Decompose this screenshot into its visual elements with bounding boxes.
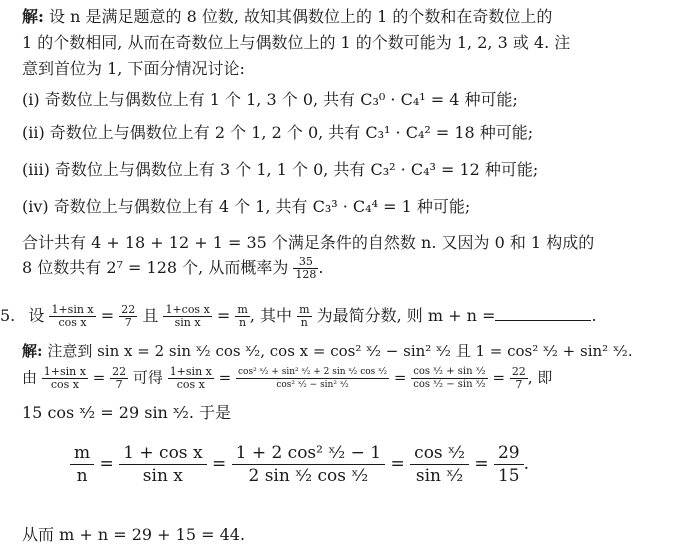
p5-t4: = — [216, 306, 231, 325]
p5-t3: 且 — [142, 306, 159, 325]
p5-t2: = — [100, 306, 115, 325]
probability-fraction — [293, 256, 318, 281]
s5-l2-e: = — [393, 368, 407, 387]
s5-frac4 — [236, 366, 389, 391]
case-iii: (iii) 奇数位上与偶数位上有 3 个 1, 1 个 0, 共有 C₃² · C₄³ = 12 种可能; — [22, 160, 539, 179]
s5-l2-c: 可得 — [132, 368, 163, 387]
s5-frac6 — [510, 366, 528, 391]
p5-t5: , 其中 — [249, 306, 292, 325]
p5-frac5-den: n — [300, 316, 308, 329]
solution5-text-1: 注意到 sin x = 2 sin ˣ⁄₂ cos ˣ⁄₂, cos x = cos² ˣ⁄₂ − sin² ˣ⁄₂ 且 1 = cos² ˣ⁄₂ + sin² ˣ⁄₂. — [47, 342, 633, 360]
p5-t1: 设 — [28, 306, 45, 325]
problem5-statement — [0, 304, 597, 329]
solution1-text-1: 设 n 是满足题意的 8 位数, 故知其偶数位上的 1 的个数和在奇数位上的 — [49, 7, 553, 26]
s5-frac4-num: cos² ˣ⁄₂ + sin² ˣ⁄₂ + 2 sin ˣ⁄₂ cos ˣ⁄₂ — [238, 367, 388, 377]
s5-l2-g: , 即 — [527, 368, 553, 387]
solution1-line2: 1 的个数相同, 从而在奇数位上与偶数位上的 1 的个数可能为 1, 2, 3 或 4. 注 — [22, 33, 571, 52]
eq-frac-m-n-num: m — [70, 442, 94, 465]
total-line1: 合计共有 4 + 18 + 12 + 1 = 35 个满足条件的自然数 n. 又因为 0 和 1 构成的 — [22, 233, 595, 252]
s5-frac4-den: cos² ˣ⁄₂ − sin² ˣ⁄₂ — [276, 380, 349, 390]
eq-frac-d-den: sin ˣ⁄₂ — [415, 466, 464, 486]
total-line2 — [22, 256, 324, 281]
p5-frac3-num: 1+cos x — [165, 303, 210, 316]
case-i: (i) 奇数位上与偶数位上有 1 个 1, 3 个 0, 共有 C₃⁰ · C₄¹ = 4 种可能; — [22, 90, 518, 109]
case-iv: (iv) 奇数位上与偶数位上有 4 个 1, 共有 C₃³ · C₄⁴ = 1 种可能; — [22, 197, 471, 216]
final-answer: 从而 m + n = 29 + 15 = 44. — [22, 525, 246, 544]
total-end: . — [318, 258, 324, 277]
s5-frac2-num: 22 — [112, 365, 127, 378]
total-text: 8 位数共有 2⁷ = 128 个, 从而概率为 — [22, 258, 289, 277]
eq-end: . — [523, 454, 530, 474]
s5-frac5-num: cos ˣ⁄₂ + sin ˣ⁄₂ — [413, 366, 486, 377]
s5-frac5-den: cos ˣ⁄₂ − sin ˣ⁄₂ — [413, 379, 486, 390]
s5-l2-f: = — [492, 368, 506, 387]
answer-blank — [495, 306, 591, 321]
eq-frac-d — [410, 442, 469, 487]
eq-frac-b-den: sin x — [142, 466, 183, 486]
eq-frac-m-n — [70, 442, 94, 487]
eq-frac-m-n-den: n — [76, 466, 88, 486]
eq-frac-c — [232, 442, 386, 487]
eq-sign-3: = — [390, 454, 405, 474]
probability-denominator: 128 — [295, 268, 317, 281]
eq-frac-e-den: 15 — [497, 466, 520, 486]
eq-sign-4: = — [474, 454, 489, 474]
p5-frac4-num: m — [237, 303, 248, 316]
s5-l2-d: = — [218, 368, 232, 387]
solution5-line1 — [22, 340, 633, 362]
s5-frac3-den: cos x — [176, 378, 205, 391]
solution5-line3: 15 cos ˣ⁄₂ = 29 sin ˣ⁄₂. 于是 — [22, 403, 231, 422]
case-ii: (ii) 奇数位上与偶数位上有 2 个 1, 2 个 0, 共有 C₃¹ · C₄² = 18 种可能; — [22, 123, 534, 142]
p5-frac5-num: m — [299, 303, 310, 316]
s5-frac5 — [411, 366, 487, 391]
s5-frac6-num: 22 — [511, 365, 526, 378]
s5-frac1-den: cos x — [50, 378, 79, 391]
probability-numerator: 35 — [293, 256, 318, 269]
p5-frac3 — [163, 304, 211, 329]
p5-t7: . — [591, 306, 597, 325]
solution-label: 解: — [22, 7, 44, 26]
p5-frac4 — [235, 304, 249, 329]
p5-frac2-den: 7 — [124, 316, 132, 329]
p5-t6: 为最简分数, 则 m + n = — [316, 306, 496, 325]
eq-sign-1: = — [99, 454, 114, 474]
solution1-line1 — [22, 6, 552, 28]
eq-frac-e-num: 29 — [494, 442, 524, 465]
s5-l2-a: 由 — [22, 368, 38, 387]
solution5-line2 — [22, 366, 552, 391]
p5-frac1-den: cos x — [58, 316, 87, 329]
solution1-line3: 意到首位为 1, 下面分情况讨论: — [22, 59, 245, 78]
eq-frac-c-den: 2 sin ˣ⁄₂ cos ˣ⁄₂ — [248, 466, 369, 486]
s5-frac6-den: 7 — [515, 378, 523, 391]
s5-frac3-num: 1+sin x — [169, 365, 212, 378]
eq-frac-d-num: cos ˣ⁄₂ — [410, 442, 469, 465]
eq-frac-e — [494, 442, 524, 487]
p5-frac5 — [297, 304, 311, 329]
s5-frac2-den: 7 — [115, 378, 123, 391]
s5-frac1 — [42, 366, 88, 391]
eq-frac-c-num: 1 + 2 cos² ˣ⁄₂ − 1 — [232, 442, 386, 465]
p5-frac1 — [49, 304, 95, 329]
eq-frac-b — [119, 442, 206, 487]
problem-number: 5. — [0, 306, 16, 325]
s5-frac2 — [110, 366, 128, 391]
eq-frac-b-num: 1 + cos x — [119, 442, 206, 465]
s5-frac1-num: 1+sin x — [43, 365, 86, 378]
p5-frac2 — [119, 304, 137, 329]
p5-frac3-den: sin x — [174, 316, 201, 329]
display-equation — [70, 442, 529, 487]
s5-frac3 — [168, 366, 214, 391]
p5-frac1-num: 1+sin x — [51, 303, 94, 316]
solution5-label: 解: — [22, 342, 43, 360]
p5-frac2-num: 22 — [121, 303, 136, 316]
p5-frac4-den: n — [239, 316, 247, 329]
eq-sign-2: = — [211, 454, 227, 474]
s5-l2-b: = — [92, 368, 106, 387]
